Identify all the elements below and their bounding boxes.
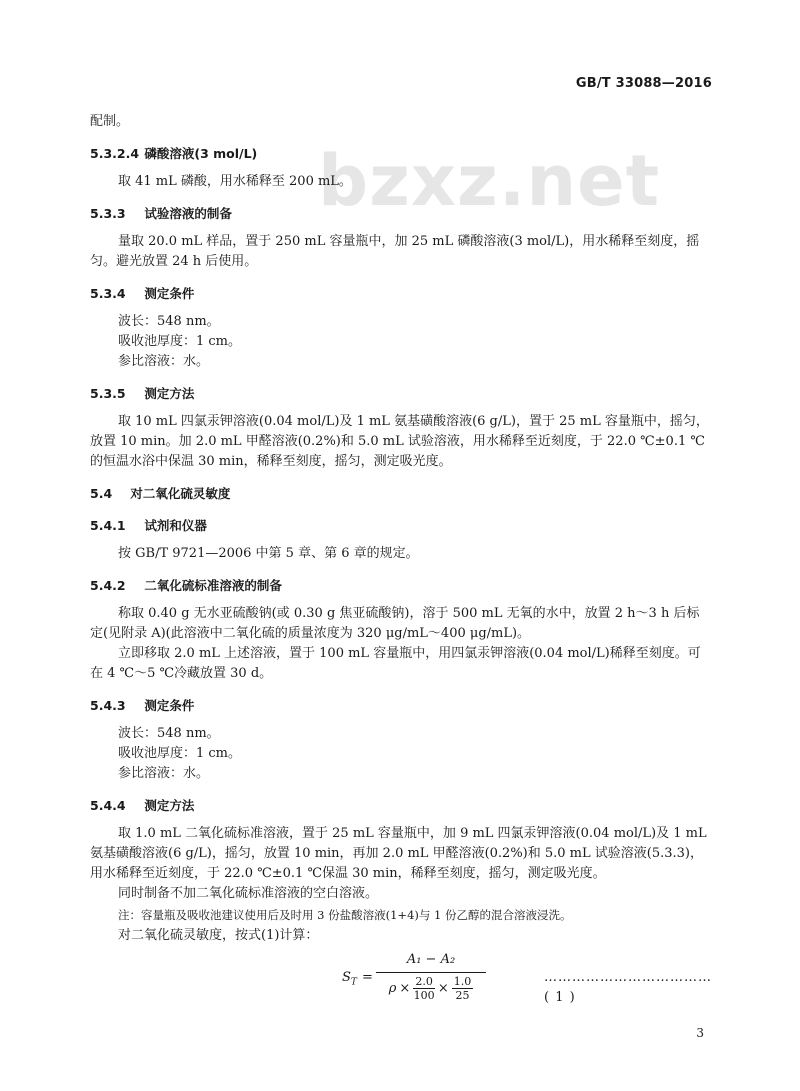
formula-numerator: A₁ − A₂ [376,950,486,973]
formula-rho: ρ [388,980,397,996]
page-number: 3 [696,1026,704,1040]
heading-5-3-3 [90,204,712,224]
paragraph: 同时制备不加二氧化硫标准溶液的空白溶液。 [118,886,379,901]
section-title: 对二氧化硫灵敏度 [130,486,231,501]
paragraph: 按 GB/T 9721—2006 中第 5 章、第 6 章的规定。 [118,546,419,561]
section-number: 5.3.2.4 [90,146,140,161]
heading-5-4-4 [90,796,712,816]
formula-number [544,968,712,1008]
watermark: bzxz.net [318,140,661,222]
heading-5-3-4 [90,284,712,304]
paragraph: 量取 20.0 mL 样品，置于 250 mL 容量瓶中，加 25 mL 磷酸溶液(3 mol/L)，用水稀释至刻度，摇匀。避光放置 24 h 后使用。 [90,234,700,269]
section-title: 试剂和仪器 [144,518,207,533]
formula-equals: = [362,970,373,985]
heading-5-4 [90,484,712,504]
formula-fraction [376,950,486,1002]
sub-fraction-bottom: 100 [413,989,435,1002]
heading-5-3-5 [90,384,712,404]
formula-denominator [376,973,486,1002]
paragraph: 对二氧化硫灵敏度，按式(1)计算： [118,928,319,943]
paragraph: 取 1.0 mL 二氧化硫标准溶液，置于 25 mL 容量瓶中，加 9 mL 四氯汞钾溶液(0.04 mol/L)及 1 mL 氨基磺酸溶液(6 g/L)，摇匀，放置 10 min，再加 2.0 mL 甲醛溶液(0.2%)和 5.0 mL 试验溶液(5.3.3)，用水稀释至近刻度，于 22.0 ℃±0.1 ℃保温 30 min，稀释至刻度，摇匀，测定吸光度。 [90,826,707,881]
formula-times: × [437,980,449,996]
document-body [90,112,712,1020]
section-number: 5.4.4 [90,798,126,813]
section-title: 磷酸溶液(3 mol/L) [144,146,258,161]
section-number: 5.4.3 [90,698,126,713]
standard-number: GB/T 33088—2016 [575,76,712,91]
heading-5-3-2-4 [90,144,712,164]
paragraph: 取 41 mL 磷酸，用水稀释至 200 mL。 [118,174,352,189]
sub-fraction-top: 2.0 [415,975,433,988]
section-number: 5.4.2 [90,578,126,593]
formula-lhs-symbol: S [342,970,351,985]
formula-leader-dots: ……………………………… [544,970,712,985]
note: 注：容量瓶及吸收池建议使用后及时用 3 份盐酸溶液(1+4)与 1 份乙醇的混合溶液浸洗。 [118,908,572,922]
section-number: 5.3.5 [90,386,126,401]
conditions-list [90,724,712,784]
section-number: 5.4 [90,486,113,501]
condition-line: 波长：548 nm。 [118,314,220,329]
paragraph: 称取 0.40 g 无水亚硫酸钠(或 0.30 g 焦亚硫酸钠)，溶于 500 mL 无氧的水中，放置 2 h～3 h 后标定(见附录 A)(此溶液中二氧化硫的质量浓度为 320 μg/mL～400 μg/mL)。 [90,606,700,641]
condition-line: 参比溶液：水。 [118,354,210,369]
section-title: 试验溶液的制备 [144,206,232,221]
section-title: 测定方法 [144,386,195,401]
conditions-list [90,312,712,372]
paragraph: 立即移取 2.0 mL 上述溶液，置于 100 mL 容量瓶中，用四氯汞钾溶液(0.04 mol/L)稀释至刻度。可在 4 ℃～5 ℃冷藏放置 30 d。 [90,646,701,681]
condition-line: 参比溶液：水。 [118,766,210,781]
sub-fraction-top: 1.0 [453,975,472,988]
heading-5-4-2 [90,576,712,596]
heading-5-4-1 [90,516,712,536]
paragraph: 取 10 mL 四氯汞钾溶液(0.04 mol/L)及 1 mL 氨基磺酸溶液(6 g/L)，置于 25 mL 容量瓶中，摇匀，放置 10 min。加 2.0 mL 甲醛溶液(0.2%)和 5.0 mL 试验溶液，用水稀释至近刻度，于 22.0 ℃±0.1 ℃的恒温水浴中保温 30 min，稀释至刻度，摇匀，测定吸光度。 [90,414,709,469]
formula-lhs [342,968,357,993]
formula-times: × [399,980,411,996]
formula-sub-fraction [413,975,435,1002]
section-number: 5.3.4 [90,286,126,301]
formula-lhs-subscript: T [350,977,357,988]
formula-1 [90,950,712,1020]
section-title: 测定方法 [144,798,195,813]
condition-line: 波长：548 nm。 [118,726,220,741]
section-title: 二氧化硫标准溶液的制备 [144,578,282,593]
sub-fraction-bottom: 25 [455,989,470,1002]
section-title: 测定条件 [144,698,195,713]
continuation-text: 配制。 [90,114,130,129]
section-number: 5.3.3 [90,206,126,221]
condition-line: 吸收池厚度：1 cm。 [118,334,242,349]
section-title: 测定条件 [144,286,195,301]
condition-line: 吸收池厚度：1 cm。 [118,746,242,761]
formula-equation-number: ( 1 ) [544,990,576,1005]
section-number: 5.4.1 [90,518,126,533]
heading-5-4-3 [90,696,712,716]
formula-sub-fraction [452,975,474,1002]
